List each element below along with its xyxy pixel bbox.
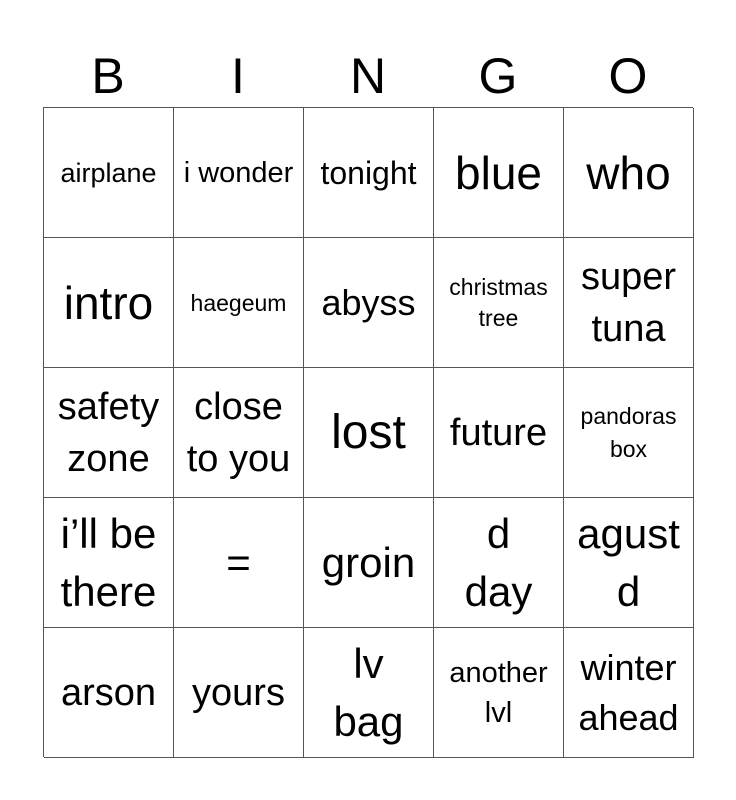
cell-text: winter ahead xyxy=(578,646,679,738)
cell-text: arson xyxy=(60,671,157,714)
cell-text: blue xyxy=(455,146,542,199)
cell-text: christmas tree xyxy=(449,273,548,331)
bingo-cell-r5c5[interactable] xyxy=(564,628,694,758)
bingo-cell-r3c2[interactable] xyxy=(174,368,304,498)
cell-text: haegeum xyxy=(190,289,287,316)
bingo-cell-r5c2[interactable] xyxy=(174,628,304,758)
header-letter-b: B xyxy=(91,48,125,104)
bingo-cell-r1c4[interactable] xyxy=(434,108,564,238)
bingo-board xyxy=(43,107,693,757)
cell-text: lv bag xyxy=(333,639,404,745)
cell-text: super tuna xyxy=(580,255,677,350)
cell-text: abyss xyxy=(321,281,416,323)
cell-text: lost xyxy=(331,405,406,459)
bingo-cell-r1c5[interactable] xyxy=(564,108,694,238)
bingo-cell-r4c3[interactable] xyxy=(304,498,434,628)
header-letter-o: O xyxy=(608,48,648,104)
bingo-cell-r1c3[interactable] xyxy=(304,108,434,238)
bingo-cell-r5c4[interactable] xyxy=(434,628,564,758)
bingo-cell-r5c1[interactable] xyxy=(44,628,174,758)
bingo-cell-r4c4[interactable] xyxy=(434,498,564,628)
cell-text: = xyxy=(226,538,251,586)
cell-text: intro xyxy=(63,276,154,329)
bingo-cell-r3c5[interactable] xyxy=(564,368,694,498)
header-letter-n: N xyxy=(349,48,387,104)
bingo-cell-r2c1[interactable] xyxy=(44,238,174,368)
cell-text: tonight xyxy=(320,154,417,191)
cell-text: future xyxy=(449,411,548,454)
cell-text: groin xyxy=(321,538,416,586)
bingo-cell-r2c2[interactable] xyxy=(174,238,304,368)
cell-text: safety zone xyxy=(57,385,160,480)
bingo-cell-r1c1[interactable] xyxy=(44,108,174,238)
cell-text: pandoras box xyxy=(580,402,677,462)
cell-text: i wonder xyxy=(183,156,294,189)
cell-text: i’ll be there xyxy=(60,509,157,615)
cell-text: d day xyxy=(464,509,533,615)
bingo-cell-r4c2[interactable] xyxy=(174,498,304,628)
bingo-cell-r2c3[interactable] xyxy=(304,238,434,368)
cell-text: yours xyxy=(192,671,285,714)
header-letter-i: I xyxy=(231,48,245,104)
cell-text: who xyxy=(586,146,671,199)
bingo-cell-r3c4[interactable] xyxy=(434,368,564,498)
bingo-cell-r3c3[interactable] xyxy=(304,368,434,498)
cell-text: airplane xyxy=(60,157,157,188)
bingo-cell-r5c3[interactable] xyxy=(304,628,434,758)
cell-text: close to you xyxy=(186,385,291,480)
bingo-cell-r4c5[interactable] xyxy=(564,498,694,628)
cell-text: another lvl xyxy=(449,656,548,729)
bingo-header xyxy=(43,46,693,106)
bingo-cell-r4c1[interactable] xyxy=(44,498,174,628)
bingo-cell-r2c5[interactable] xyxy=(564,238,694,368)
bingo-cell-r2c4[interactable] xyxy=(434,238,564,368)
bingo-cell-r3c1[interactable] xyxy=(44,368,174,498)
bingo-cell-r1c2[interactable] xyxy=(174,108,304,238)
header-letter-g: G xyxy=(478,48,518,104)
cell-text: agust d xyxy=(577,509,680,615)
